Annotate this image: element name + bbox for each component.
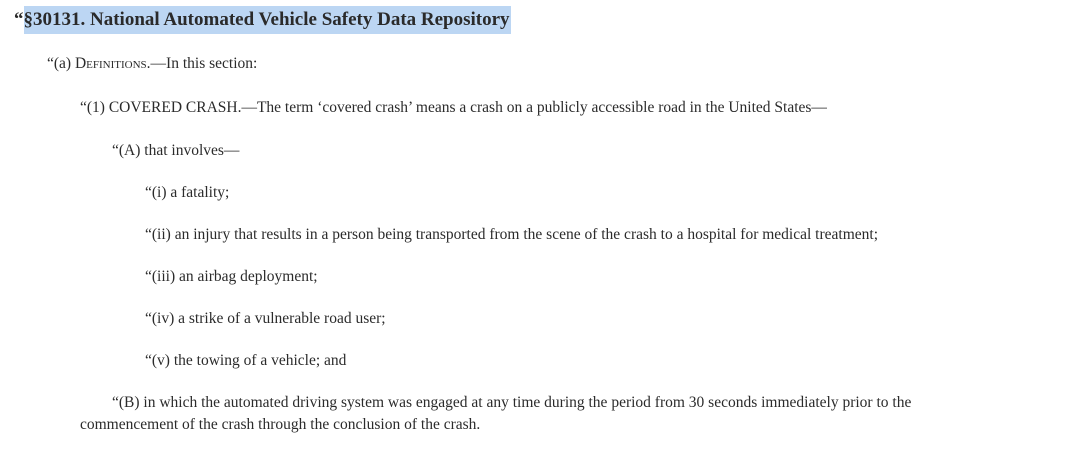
definitions-line (47, 53, 257, 75)
heading-selected-text[interactable]: §30131. National Automated Vehicle Safety Data Repository (24, 6, 511, 34)
clause-v: “(v) the towing of a vehicle; and (145, 352, 347, 369)
clause-iii: “(iii) an airbag deployment; (145, 268, 318, 285)
definitions-suffix: .—In this section: (146, 55, 258, 72)
subparagraph-a: “(A) that involves— (112, 142, 240, 159)
section-heading (14, 6, 511, 34)
covered-crash-definition: “(1) COVERED CRASH.—The term ‘covered crash’ means a crash on a publicly accessible road in the United States— (80, 99, 827, 116)
definitions-prefix: “(a) (47, 55, 75, 72)
definitions-label: Definitions (74, 55, 147, 72)
subparagraph-b (80, 392, 980, 436)
subparagraph-b-line2: commencement of the crash through the conclusion of the crash. (80, 416, 481, 433)
subparagraph-b-line1: “(B) in which the automated driving system was engaged at any time during the period from 30 seconds immediately prior to the (112, 394, 912, 411)
clause-iv: “(iv) a strike of a vulnerable road user; (145, 310, 386, 327)
clause-i: “(i) a fatality; (145, 184, 230, 201)
clause-ii: “(ii) an injury that results in a person being transported from the scene of the crash to a hospital for medical treatment; (145, 226, 878, 243)
heading-open-quote: “ (14, 9, 24, 30)
